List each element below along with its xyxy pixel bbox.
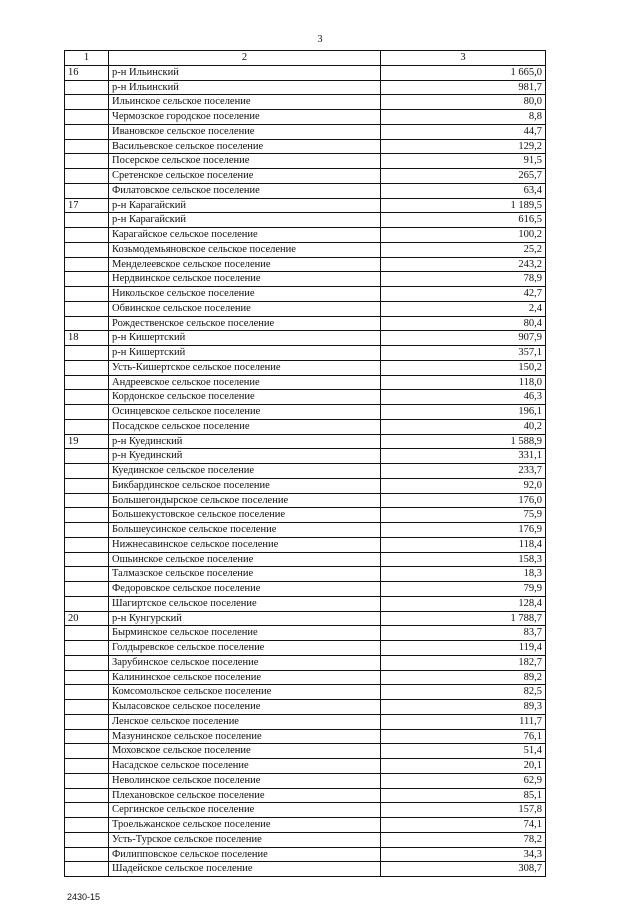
row-number-empty bbox=[65, 169, 109, 184]
table-row bbox=[65, 169, 546, 184]
amount-value: 616,5 bbox=[381, 213, 546, 228]
amount-value: 80,0 bbox=[381, 95, 546, 110]
territory-name: Большеусинское сельское поселение bbox=[109, 523, 381, 538]
territory-name: р-н Кунгурский bbox=[109, 611, 381, 626]
page-number: 3 bbox=[317, 34, 323, 45]
table-body bbox=[65, 65, 546, 876]
row-number-empty bbox=[65, 655, 109, 670]
table-row bbox=[65, 552, 546, 567]
amount-value: 1 189,5 bbox=[381, 198, 546, 213]
table-row bbox=[65, 390, 546, 405]
amount-value: 1 588,9 bbox=[381, 434, 546, 449]
amount-value: 51,4 bbox=[381, 744, 546, 759]
table-row bbox=[65, 670, 546, 685]
table-header-row bbox=[65, 51, 546, 66]
territory-name: Большегондырское сельское поселение bbox=[109, 493, 381, 508]
territory-name: Куединское сельское поселение bbox=[109, 464, 381, 479]
amount-value: 78,9 bbox=[381, 272, 546, 287]
table-row bbox=[65, 700, 546, 715]
territory-name: Калининское сельское поселение bbox=[109, 670, 381, 685]
row-number-empty bbox=[65, 95, 109, 110]
row-number-empty bbox=[65, 80, 109, 95]
table-row bbox=[65, 759, 546, 774]
row-number-empty bbox=[65, 832, 109, 847]
table-row bbox=[65, 478, 546, 493]
row-number-empty bbox=[65, 213, 109, 228]
table-row bbox=[65, 729, 546, 744]
territory-name: р-н Куединский bbox=[109, 449, 381, 464]
amount-value: 44,7 bbox=[381, 124, 546, 139]
table-row bbox=[65, 242, 546, 257]
table-row bbox=[65, 714, 546, 729]
amount-value: 91,5 bbox=[381, 154, 546, 169]
amount-value: 357,1 bbox=[381, 346, 546, 361]
row-number-empty bbox=[65, 803, 109, 818]
row-number: 18 bbox=[65, 331, 109, 346]
table-row bbox=[65, 419, 546, 434]
amount-value: 129,2 bbox=[381, 139, 546, 154]
row-number-empty bbox=[65, 242, 109, 257]
amount-value: 158,3 bbox=[381, 552, 546, 567]
territory-name: р-н Карагайский bbox=[109, 198, 381, 213]
row-number-empty bbox=[65, 552, 109, 567]
table-row bbox=[65, 611, 546, 626]
territory-name: Мазунинское сельское поселение bbox=[109, 729, 381, 744]
territory-name: Осинцевское сельское поселение bbox=[109, 405, 381, 420]
row-number-empty bbox=[65, 700, 109, 715]
table-row bbox=[65, 493, 546, 508]
amount-value: 79,9 bbox=[381, 582, 546, 597]
row-number-empty bbox=[65, 596, 109, 611]
row-number-empty bbox=[65, 582, 109, 597]
table-row bbox=[65, 154, 546, 169]
row-number-empty bbox=[65, 419, 109, 434]
amount-value: 89,2 bbox=[381, 670, 546, 685]
territory-name: Неволинское сельское поселение bbox=[109, 773, 381, 788]
amount-value: 150,2 bbox=[381, 360, 546, 375]
territory-name: Васильевское сельское поселение bbox=[109, 139, 381, 154]
territory-name: Моховское сельское поселение bbox=[109, 744, 381, 759]
amount-value: 80,4 bbox=[381, 316, 546, 331]
territory-name: Большекустовское сельское поселение bbox=[109, 508, 381, 523]
territory-name: р-н Куединский bbox=[109, 434, 381, 449]
amount-value: 83,7 bbox=[381, 626, 546, 641]
amount-value: 243,2 bbox=[381, 257, 546, 272]
amount-value: 981,7 bbox=[381, 80, 546, 95]
territory-name: Обвинское сельское поселение bbox=[109, 301, 381, 316]
table-row bbox=[65, 124, 546, 139]
territory-name: р-н Кишертский bbox=[109, 346, 381, 361]
table-row bbox=[65, 832, 546, 847]
row-number-empty bbox=[65, 523, 109, 538]
table-row bbox=[65, 213, 546, 228]
row-number-empty bbox=[65, 301, 109, 316]
row-number-empty bbox=[65, 537, 109, 552]
amount-value: 75,9 bbox=[381, 508, 546, 523]
row-number-empty bbox=[65, 862, 109, 877]
row-number-empty bbox=[65, 375, 109, 390]
table-row bbox=[65, 537, 546, 552]
territory-name: Комсомольское сельское поселение bbox=[109, 685, 381, 700]
table-row bbox=[65, 198, 546, 213]
territory-name: Шагиртское сельское поселение bbox=[109, 596, 381, 611]
table-row bbox=[65, 360, 546, 375]
table-row bbox=[65, 508, 546, 523]
table-row bbox=[65, 523, 546, 538]
table-row bbox=[65, 685, 546, 700]
amount-value: 63,4 bbox=[381, 183, 546, 198]
row-number-empty bbox=[65, 183, 109, 198]
amount-value: 18,3 bbox=[381, 567, 546, 582]
territory-name: р-н Карагайский bbox=[109, 213, 381, 228]
row-number-empty bbox=[65, 478, 109, 493]
territory-name: Кордонское сельское поселение bbox=[109, 390, 381, 405]
territory-name: Посерское сельское поселение bbox=[109, 154, 381, 169]
table-row bbox=[65, 346, 546, 361]
row-number-empty bbox=[65, 641, 109, 656]
amount-value: 85,1 bbox=[381, 788, 546, 803]
table-row bbox=[65, 301, 546, 316]
row-number-empty bbox=[65, 508, 109, 523]
row-number: 16 bbox=[65, 65, 109, 80]
territory-name: Филатовское сельское поселение bbox=[109, 183, 381, 198]
table-row bbox=[65, 375, 546, 390]
territory-name: Ошьинское сельское поселение bbox=[109, 552, 381, 567]
amount-value: 118,0 bbox=[381, 375, 546, 390]
table-row bbox=[65, 331, 546, 346]
row-number-empty bbox=[65, 818, 109, 833]
table-row bbox=[65, 183, 546, 198]
table-row bbox=[65, 228, 546, 243]
row-number-empty bbox=[65, 110, 109, 125]
territory-name: Плехановское сельское поселение bbox=[109, 788, 381, 803]
table-row bbox=[65, 287, 546, 302]
territory-name: р-н Ильинский bbox=[109, 65, 381, 80]
territory-name: Андреевское сельское поселение bbox=[109, 375, 381, 390]
amount-value: 76,1 bbox=[381, 729, 546, 744]
table-row bbox=[65, 818, 546, 833]
document-code: 2430-15 bbox=[67, 892, 101, 902]
row-number-empty bbox=[65, 449, 109, 464]
table-row bbox=[65, 257, 546, 272]
row-number-empty bbox=[65, 360, 109, 375]
territory-name: Рождественское сельское поселение bbox=[109, 316, 381, 331]
territory-name: Менделеевское сельское поселение bbox=[109, 257, 381, 272]
amount-value: 78,2 bbox=[381, 832, 546, 847]
row-number-empty bbox=[65, 493, 109, 508]
row-number-empty bbox=[65, 139, 109, 154]
row-number-empty bbox=[65, 316, 109, 331]
row-number-empty bbox=[65, 390, 109, 405]
territory-name: Усть-Турское сельское поселение bbox=[109, 832, 381, 847]
amount-value: 182,7 bbox=[381, 655, 546, 670]
amount-value: 1 665,0 bbox=[381, 65, 546, 80]
row-number-empty bbox=[65, 773, 109, 788]
amount-value: 40,2 bbox=[381, 419, 546, 434]
column-header-1: 1 bbox=[65, 51, 109, 66]
amount-value: 907,9 bbox=[381, 331, 546, 346]
territory-name: Сергинское сельское поселение bbox=[109, 803, 381, 818]
amount-value: 100,2 bbox=[381, 228, 546, 243]
territory-name: Сретенское сельское поселение bbox=[109, 169, 381, 184]
table-row bbox=[65, 596, 546, 611]
territory-name: Нердвинское сельское поселение bbox=[109, 272, 381, 287]
amount-value: 62,9 bbox=[381, 773, 546, 788]
amount-value: 74,1 bbox=[381, 818, 546, 833]
row-number-empty bbox=[65, 567, 109, 582]
territory-name: Талмазское сельское поселение bbox=[109, 567, 381, 582]
table-row bbox=[65, 95, 546, 110]
table-row bbox=[65, 272, 546, 287]
row-number: 19 bbox=[65, 434, 109, 449]
row-number-empty bbox=[65, 626, 109, 641]
territory-name: Козьмодемьяновское сельское поселение bbox=[109, 242, 381, 257]
territory-name: Федоровское сельское поселение bbox=[109, 582, 381, 597]
table-row bbox=[65, 567, 546, 582]
territory-name: Кыласовское сельское поселение bbox=[109, 700, 381, 715]
amount-value: 34,3 bbox=[381, 847, 546, 862]
table-row bbox=[65, 626, 546, 641]
territory-name: Чермозское городское поселение bbox=[109, 110, 381, 125]
amount-value: 176,0 bbox=[381, 493, 546, 508]
amount-value: 46,3 bbox=[381, 390, 546, 405]
table-row bbox=[65, 110, 546, 125]
amount-value: 82,5 bbox=[381, 685, 546, 700]
amount-value: 308,7 bbox=[381, 862, 546, 877]
amount-value: 1 788,7 bbox=[381, 611, 546, 626]
territory-name: Бырминское сельское поселение bbox=[109, 626, 381, 641]
table-row bbox=[65, 641, 546, 656]
amount-value: 25,2 bbox=[381, 242, 546, 257]
row-number-empty bbox=[65, 714, 109, 729]
row-number-empty bbox=[65, 228, 109, 243]
territory-name: Голдыревское сельское поселение bbox=[109, 641, 381, 656]
row-number-empty bbox=[65, 124, 109, 139]
territory-name: Ильинское сельское поселение bbox=[109, 95, 381, 110]
table-row bbox=[65, 744, 546, 759]
amount-value: 2,4 bbox=[381, 301, 546, 316]
amount-value: 157,8 bbox=[381, 803, 546, 818]
territory-name: Усть-Кишертское сельское поселение bbox=[109, 360, 381, 375]
row-number-empty bbox=[65, 847, 109, 862]
table-row bbox=[65, 655, 546, 670]
territory-name: Шадейское сельское поселение bbox=[109, 862, 381, 877]
row-number-empty bbox=[65, 405, 109, 420]
amount-value: 118,4 bbox=[381, 537, 546, 552]
territory-name: Бикбардинское сельское поселение bbox=[109, 478, 381, 493]
row-number-empty bbox=[65, 257, 109, 272]
table-row bbox=[65, 847, 546, 862]
table-row bbox=[65, 434, 546, 449]
row-number-empty bbox=[65, 154, 109, 169]
row-number-empty bbox=[65, 729, 109, 744]
table-row bbox=[65, 464, 546, 479]
column-header-2: 2 bbox=[109, 51, 381, 66]
territory-name: Ивановское сельское поселение bbox=[109, 124, 381, 139]
row-number-empty bbox=[65, 685, 109, 700]
territory-name: Ленское сельское поселение bbox=[109, 714, 381, 729]
territory-name: Троельжанское сельское поселение bbox=[109, 818, 381, 833]
territory-name: р-н Кишертский bbox=[109, 331, 381, 346]
amount-value: 42,7 bbox=[381, 287, 546, 302]
table-row bbox=[65, 65, 546, 80]
territory-name: Насадское сельское поселение bbox=[109, 759, 381, 774]
territory-name: Карагайское сельское поселение bbox=[109, 228, 381, 243]
amount-value: 89,3 bbox=[381, 700, 546, 715]
row-number-empty bbox=[65, 272, 109, 287]
amount-value: 119,4 bbox=[381, 641, 546, 656]
table-row bbox=[65, 788, 546, 803]
column-header-3: 3 bbox=[381, 51, 546, 66]
table-row bbox=[65, 405, 546, 420]
table-row bbox=[65, 803, 546, 818]
table-row bbox=[65, 773, 546, 788]
territory-name: Зарубинское сельское поселение bbox=[109, 655, 381, 670]
table-row bbox=[65, 80, 546, 95]
territory-name: Нижнесавинское сельское поселение bbox=[109, 537, 381, 552]
amount-value: 196,1 bbox=[381, 405, 546, 420]
amount-value: 111,7 bbox=[381, 714, 546, 729]
row-number-empty bbox=[65, 670, 109, 685]
row-number-empty bbox=[65, 744, 109, 759]
row-number-empty bbox=[65, 759, 109, 774]
territory-name: Посадское сельское поселение bbox=[109, 419, 381, 434]
amount-value: 8,8 bbox=[381, 110, 546, 125]
table-row bbox=[65, 316, 546, 331]
row-number-empty bbox=[65, 464, 109, 479]
table-row bbox=[65, 139, 546, 154]
table-row bbox=[65, 582, 546, 597]
row-number-empty bbox=[65, 788, 109, 803]
row-number-empty bbox=[65, 346, 109, 361]
row-number-empty bbox=[65, 287, 109, 302]
territory-name: Филипповское сельское поселение bbox=[109, 847, 381, 862]
row-number: 17 bbox=[65, 198, 109, 213]
amount-value: 20,1 bbox=[381, 759, 546, 774]
amount-value: 233,7 bbox=[381, 464, 546, 479]
territory-name: р-н Ильинский bbox=[109, 80, 381, 95]
table-row bbox=[65, 449, 546, 464]
amount-value: 92,0 bbox=[381, 478, 546, 493]
table-row bbox=[65, 862, 546, 877]
row-number: 20 bbox=[65, 611, 109, 626]
amount-value: 331,1 bbox=[381, 449, 546, 464]
amount-value: 128,4 bbox=[381, 596, 546, 611]
amount-value: 176,9 bbox=[381, 523, 546, 538]
territory-name: Никольское сельское поселение bbox=[109, 287, 381, 302]
budget-table bbox=[64, 50, 546, 877]
amount-value: 265,7 bbox=[381, 169, 546, 184]
